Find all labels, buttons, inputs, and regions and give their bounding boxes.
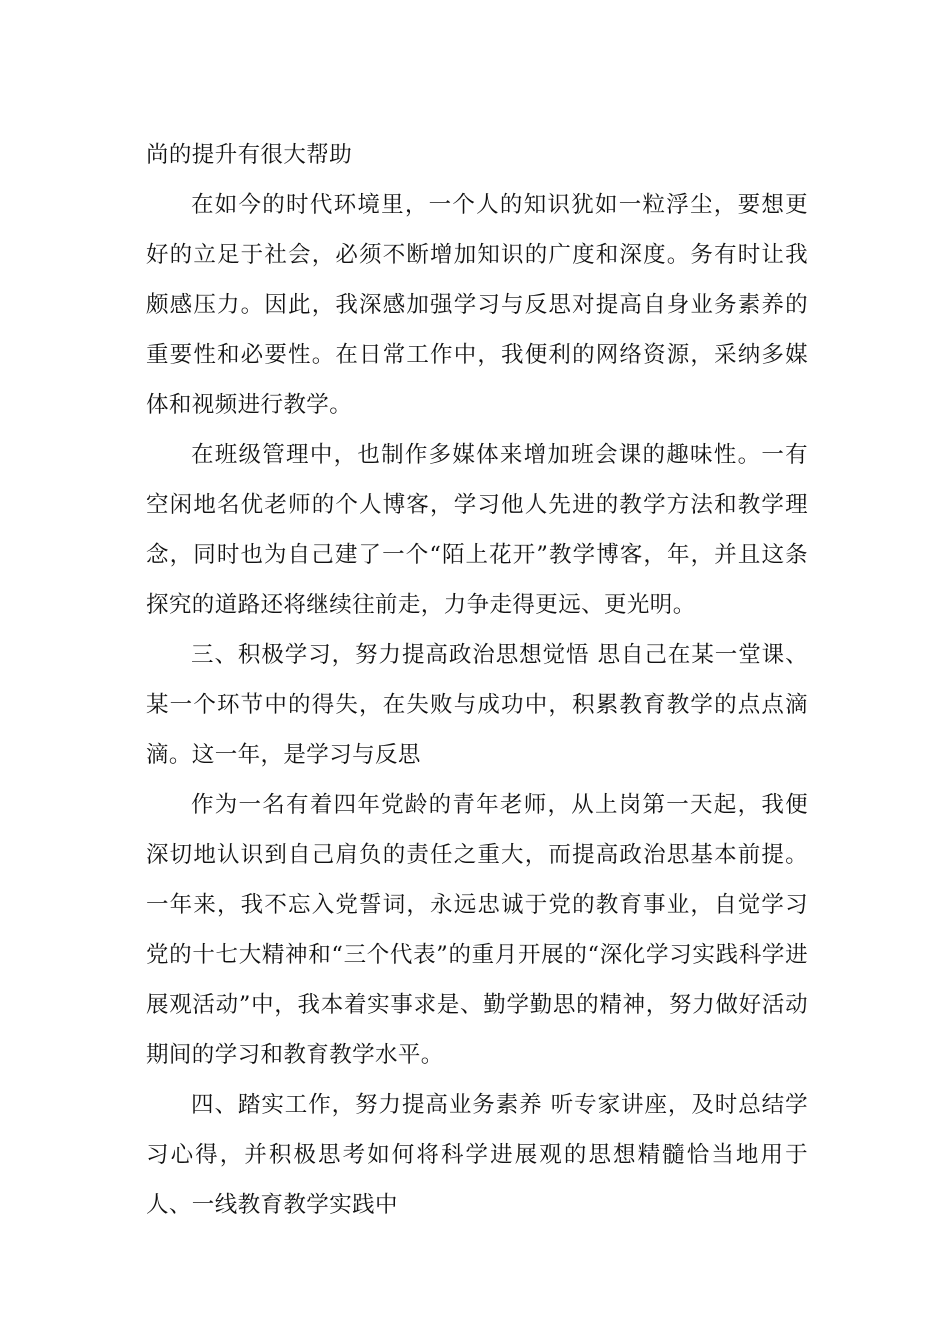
paragraph-5: 作为一名有着四年党龄的青年老师，从上岗第一天起，我便深切地认识到自己肩负的责任之重大，而提高政治思基本前提。一年来，我不忘入党誓词，永远忠诚于党的教育事业，自觉学习党的十七大精神和“三个代表”的重月开展的“深化学习实践科学进展观活动”中，我本着实事求是、勤学勤思的精神，努力做好活动期间的学习和教育教学水平。 [146,792,808,1068]
paragraph-3: 在班级管理中，也制作多媒体来增加班会课的趣味性。一有空闲地名优老师的个人博客，学习他人先进的教学方法和教学理念，同时也为自己建了一个“陌上花开”教学博客，年，并且这条探究的道路还将继续往前走，力争走得更远、更光明。 [146,442,808,618]
paragraph-1: 尚的提升有很大帮助 [146,142,353,168]
document-body [146,130,808,1230]
paragraph-2: 在如今的时代环境里，一个人的知识犹如一粒浮尘，要想更好的立足于社会，必须不断增加知识的广度和深度。务有时让我颇感压力。因此，我深感加强学习与反思对提高自身业务素养的重要性和必要性。在日常工作中，我便利的网络资源，采纳多媒体和视频进行教学。 [146,192,808,418]
paragraph-4: 三、积极学习，努力提高政治思想觉悟 思自己在某一堂课、某一个环节中的得失，在失败与成功中，积累教育教学的点点滴滴。这一年，是学习与反思 [146,642,808,768]
paragraph-6: 四、踏实工作，努力提高业务素养 听专家讲座，及时总结学习心得，并积极思考如何将科学进展观的思想精髓恰当地用于人、一线教育教学实践中 [146,1092,808,1218]
